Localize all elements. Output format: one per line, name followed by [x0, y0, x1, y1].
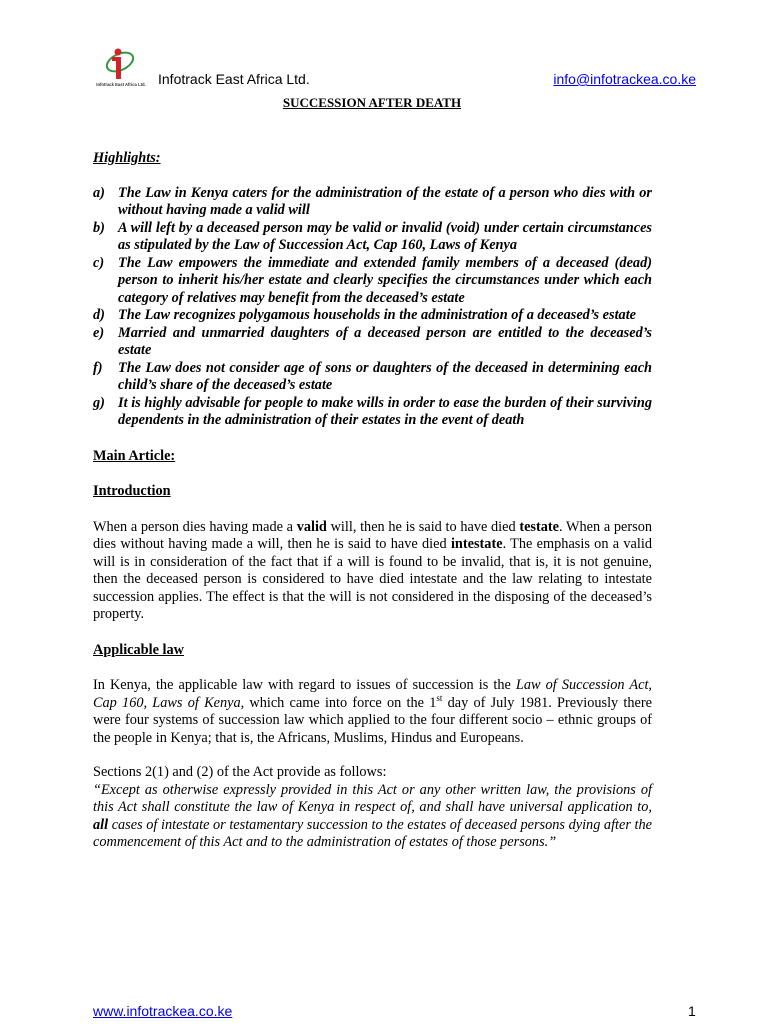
list-item-text: The Law in Kenya caters for the administration of the estate of a person who dies with or without having made a valid will [118, 184, 652, 218]
list-item-text: Married and unmarried daughters of a deceased person are entitled to the deceased’s estate [118, 324, 652, 358]
page-title: SUCCESSION AFTER DEATH [282, 95, 462, 110]
highlights-list [93, 185, 652, 430]
highlights-heading: Highlights: [93, 150, 161, 166]
logo-graphic [92, 44, 150, 90]
list-item [93, 360, 652, 395]
list-item-text: It is highly advisable for people to make wills in order to ease the burden of their surviving dependents in the administration of their estates in the event of death [118, 394, 652, 428]
list-item [93, 185, 652, 220]
list-item [93, 325, 652, 360]
act-citation: Law of Succession Act, Cap 160, Laws of Kenya, [93, 677, 652, 711]
main-article-heading: Main Article: [93, 447, 176, 464]
introduction-paragraph: When a person dies having made a valid will, then he is said to have died testate. When a person dies without having made a will, then he is said to have died intestate. The emphasis on a valid will is in consideration of the fact that if a will is found to be invalid, that is, it is not genuine, then the deceased person is considered to have died intestate and the law relating to intestate succession applies. The effect is that the will is not considered in the disposing of the deceased’s property. [93, 518, 652, 622]
list-item [93, 307, 652, 325]
act-quote: “Except as otherwise expressly provided in this Act or any other written law, the provisions of this Act shall constitute the law of Kenya in respect of, and shall have universal application to, all cases of intestate or testamentary succession to the estates of deceased persons dying after the commencement of this Act and to the administration of estates of those persons.” [93, 781, 652, 850]
list-marker: c) [93, 254, 105, 271]
website-link[interactable]: www.infotrackea.co.ke [93, 1003, 233, 1019]
term-all: all [93, 816, 109, 833]
list-item [93, 255, 652, 308]
list-item-text: The Law empowers the immediate and extended family members of a deceased (dead) person to inherit his/her estate and clearly specifies the circumstances under which each category of relatives may benefit from the deceased’s estate [118, 254, 652, 306]
list-item [93, 395, 652, 430]
company-name: Infotrack East Africa Ltd. [158, 71, 310, 87]
document-body [93, 150, 652, 852]
term-testate: testate [519, 518, 560, 535]
list-marker: d) [93, 307, 105, 323]
list-marker: e) [93, 324, 105, 341]
list-marker: b) [93, 219, 105, 236]
page-number: 1 [688, 1003, 696, 1019]
company-logo [92, 44, 150, 90]
list-marker: g) [93, 394, 105, 411]
applicable-law-paragraph: In Kenya, the applicable law with regard to issues of succession is the Law of Succession Act, Cap 160, Laws of Kenya, which came into force on the 1st day of July 1981. Previously there were four systems of succession law which applied to the four different socio – ethnic groups of the people in Kenya; that is, the Africans, Muslims, Hindus and Europeans. [93, 677, 652, 746]
list-marker: a) [93, 184, 105, 201]
email-link[interactable]: info@infotrackea.co.ke [553, 71, 696, 87]
term-valid: valid [296, 518, 327, 535]
list-item-text: The Law does not consider age of sons or daughters of the deceased in determining each child’s share of the deceased’s estate [118, 359, 652, 393]
logo-text: Infotrack East Africa Ltd. [96, 82, 146, 87]
sections-intro: Sections 2(1) and (2) of the Act provide as follows: [93, 764, 387, 780]
list-item-text: The Law recognizes polygamous households in the administration of a deceased’s estate [118, 307, 637, 323]
list-marker: f) [93, 359, 103, 376]
term-intestate: intestate [450, 536, 503, 552]
list-item [93, 220, 652, 255]
applicable-law-heading: Applicable law [93, 641, 184, 658]
introduction-heading: Introduction [93, 483, 171, 499]
list-item-text: A will left by a deceased person may be valid or invalid (void) under certain circumstances as stipulated by the Law of Succession Act, Cap 160, Laws of Kenya [118, 219, 652, 253]
